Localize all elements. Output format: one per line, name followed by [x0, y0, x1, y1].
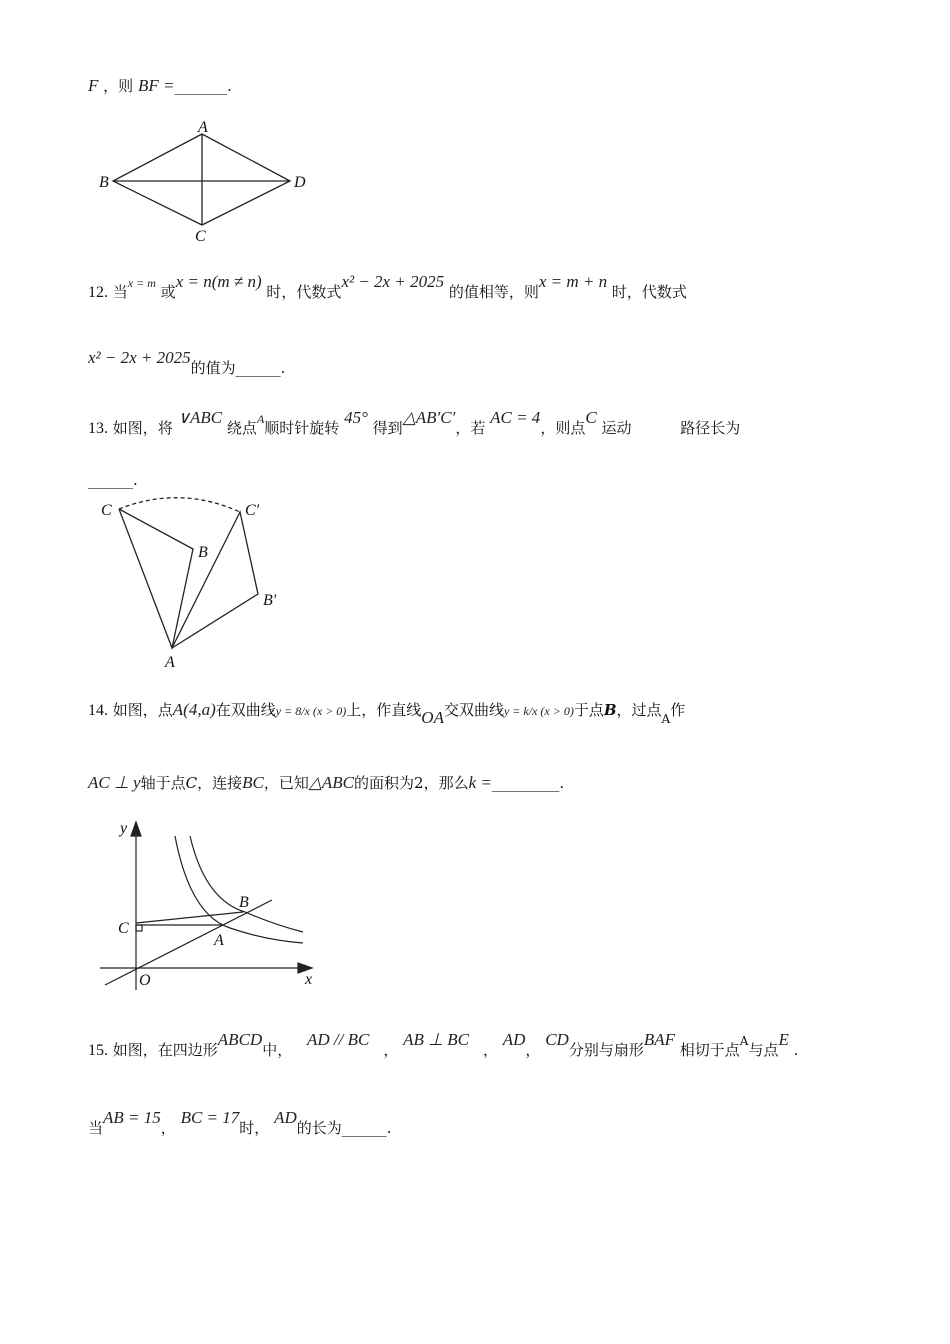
text: ，过点	[616, 701, 662, 719]
hyperbola-figure	[100, 822, 312, 990]
text: ，若	[455, 419, 486, 437]
text: ，已知	[263, 774, 309, 792]
label-o: O	[139, 972, 151, 989]
label-b: B	[198, 544, 208, 561]
label-c: C	[101, 502, 112, 519]
text: 上，作直线	[346, 701, 422, 719]
text: ，	[482, 1041, 498, 1059]
math: 45°	[344, 408, 368, 427]
question-number: 13.	[88, 420, 108, 437]
text: ，	[525, 1041, 541, 1059]
label-b: B	[239, 894, 249, 911]
math: AB = 15	[103, 1108, 161, 1127]
text: 于点	[573, 701, 604, 719]
math: F	[88, 76, 99, 95]
math: AD	[502, 1030, 526, 1049]
label-d: D	[294, 174, 306, 191]
math: x² − 2x + 2025	[88, 348, 191, 367]
text: 相切于点	[679, 1041, 740, 1059]
text: 的值为	[190, 359, 236, 377]
question-number: 15.	[88, 1042, 108, 1059]
math: A	[256, 412, 265, 426]
math: y = k/x (x > 0)	[503, 704, 574, 718]
rhombus-figure	[113, 134, 290, 225]
arc-path	[119, 498, 240, 512]
text: B	[603, 701, 617, 719]
label-a: A	[214, 932, 224, 949]
label-a: A	[198, 119, 208, 136]
text: 顺时针旋转	[264, 419, 340, 437]
answer-blank: ______	[88, 471, 133, 489]
right-angle-mark	[136, 925, 142, 931]
math: ∨ABC	[177, 408, 223, 427]
answer-blank: _______	[174, 77, 227, 95]
math: AD	[274, 1108, 297, 1127]
math: A	[739, 1034, 749, 1048]
text: 时，	[239, 1119, 270, 1137]
y-axis-arrow	[131, 822, 141, 836]
text: .	[226, 77, 232, 95]
text: 运动	[601, 419, 632, 437]
text: 路径长为	[680, 419, 741, 437]
text: 与点	[748, 1041, 779, 1059]
text: ，	[383, 1041, 399, 1059]
math: AD // BC	[306, 1030, 370, 1049]
math: x = m	[127, 276, 156, 290]
math: △AB′C′	[402, 408, 456, 427]
text: 交双曲线	[443, 701, 504, 719]
label-c: C	[195, 228, 206, 245]
math: k =	[468, 773, 492, 792]
text: 得到	[372, 419, 403, 437]
text: ，则	[103, 77, 134, 95]
text: 在双曲线	[215, 701, 276, 719]
math: E	[778, 1030, 789, 1049]
math: AC = 4	[490, 408, 541, 427]
curve-k-over-x	[190, 836, 303, 932]
math: BAF	[643, 1030, 675, 1049]
text: 当	[88, 1119, 104, 1137]
label-c-prime: C′	[245, 502, 260, 519]
math: y = 8/x (x > 0)	[275, 704, 347, 718]
math: △ABC	[308, 773, 355, 792]
text: 或	[160, 283, 176, 301]
math: CD	[545, 1030, 569, 1049]
math: BF =	[137, 76, 175, 95]
label-b-prime: B′	[263, 592, 277, 609]
math: BC = 17	[180, 1108, 240, 1127]
label-y: y	[120, 820, 128, 837]
answer-blank: ______	[341, 1119, 387, 1137]
text: 的面积为	[354, 774, 415, 792]
text: .	[793, 1041, 799, 1059]
text: 分别与扇形	[568, 1041, 644, 1059]
text: 作	[670, 701, 686, 719]
text: 当	[112, 283, 128, 301]
text: C	[185, 774, 198, 792]
segment-cb	[136, 912, 243, 923]
text: 轴于点	[140, 774, 186, 792]
math: AB ⊥ BC	[403, 1030, 469, 1049]
text: 2	[414, 774, 424, 792]
text: ，则点	[540, 419, 586, 437]
rotation-figure	[119, 498, 258, 648]
question-number: 14.	[88, 702, 108, 719]
text: .	[386, 1119, 392, 1137]
text: 绕点	[226, 419, 257, 437]
answer-blank: ______	[235, 359, 281, 377]
label-b: B	[99, 174, 109, 191]
math: x = n(m ≠ n)	[175, 272, 262, 291]
math: AC ⊥ y	[88, 773, 141, 792]
text: ，那么	[423, 774, 469, 792]
math: x² − 2x + 2025	[341, 272, 445, 291]
text: 时，代数式	[611, 283, 687, 301]
text: .	[133, 471, 138, 489]
math: ABCD	[217, 1030, 263, 1049]
text: 的值相等，则	[448, 283, 539, 301]
math: OA	[421, 708, 444, 727]
answer-blank: _________	[491, 774, 560, 792]
label-x: x	[305, 971, 313, 988]
text: ，	[160, 1119, 176, 1137]
text: .	[559, 774, 565, 792]
text: 中，	[262, 1041, 293, 1059]
triangle-ab-c-prime	[172, 512, 258, 648]
label-a: A	[165, 654, 175, 671]
text: 时，代数式	[266, 283, 342, 301]
text: 如图，在四边形	[112, 1041, 218, 1059]
math: x = m + n	[538, 272, 608, 291]
text: ，连接	[197, 774, 243, 792]
math: BC	[242, 773, 264, 792]
text: 如图，点	[112, 701, 173, 719]
label-c: C	[118, 920, 129, 937]
math: A(4,a)	[172, 700, 216, 719]
math: A	[661, 712, 671, 726]
line-oa	[105, 900, 272, 985]
text: .	[280, 359, 286, 377]
math: C	[585, 408, 597, 427]
text: 的长为	[296, 1119, 342, 1137]
question-number: 12.	[88, 284, 108, 301]
text: 如图，将	[112, 419, 173, 437]
